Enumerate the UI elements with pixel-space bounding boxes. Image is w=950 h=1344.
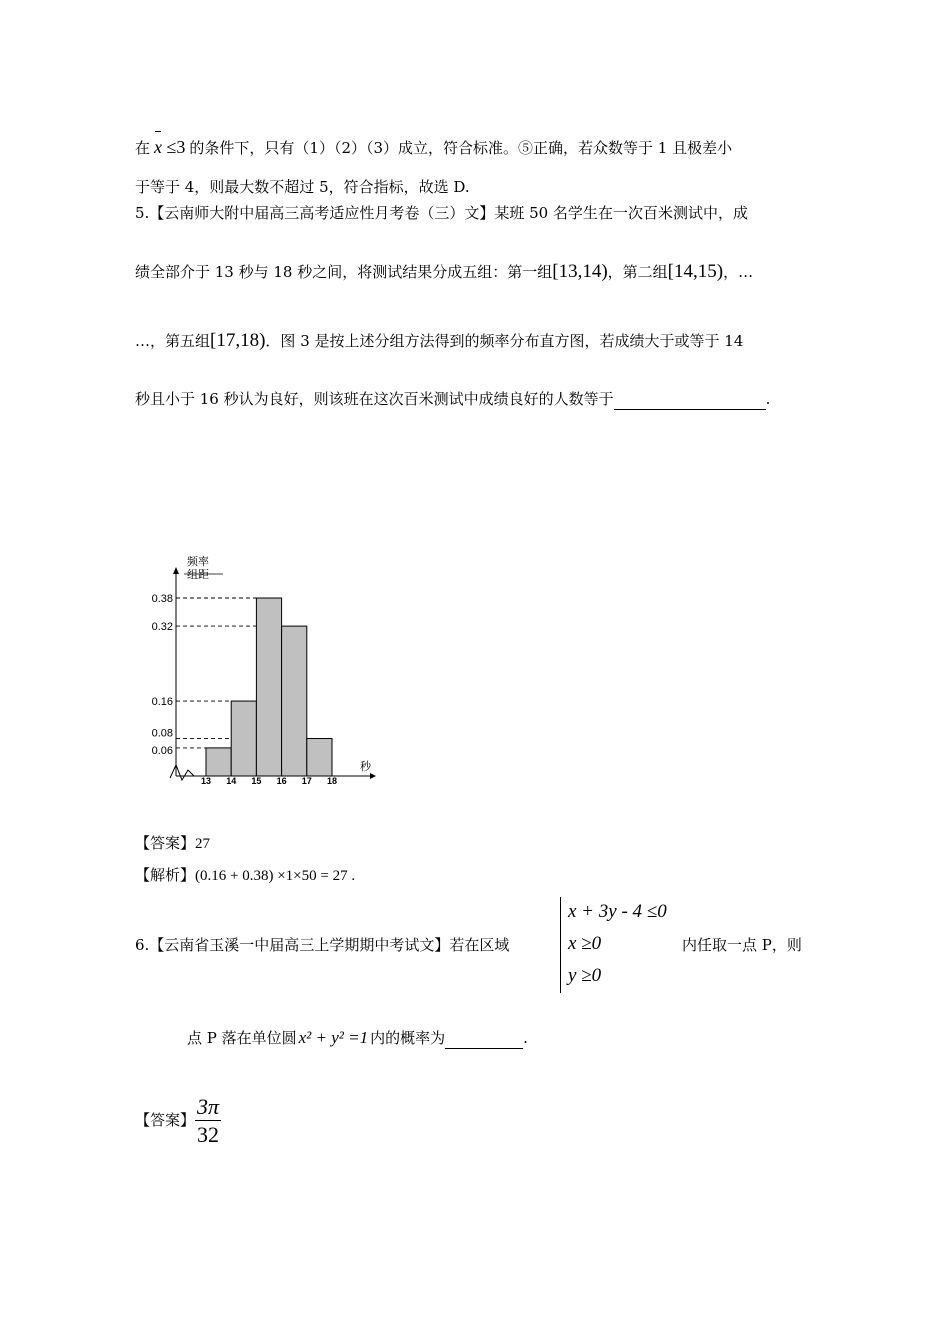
x-tick-label: 18	[326, 776, 338, 786]
system-brace	[560, 897, 567, 993]
interval-group-5: [17,18)	[210, 330, 266, 351]
y-axis-title	[184, 554, 223, 581]
text-line-conclusion-1	[135, 137, 732, 158]
text-fragment: 点 P 落在单位圆	[187, 1029, 297, 1047]
answer-label: 【答案】	[135, 1111, 196, 1129]
histogram-bar-17-18	[307, 739, 332, 776]
unit-circle-equation: x² + y² =1	[298, 1028, 369, 1047]
x-tick-label: 17	[301, 776, 312, 786]
analysis-5	[135, 865, 355, 886]
y-tick-label: 0.16	[151, 696, 173, 709]
answer-blank	[445, 1028, 523, 1049]
inequality-1: x + 3y - 4 ≤0	[568, 901, 667, 922]
y-axis-title-bottom: 组距	[187, 569, 209, 581]
question-6-line-1b: 内任取一点 P，则	[682, 936, 802, 954]
interval-group-2: [14,15)	[667, 261, 724, 282]
question-6-line-2	[187, 1028, 528, 1049]
fraction-denominator: 32	[197, 1121, 220, 1147]
question-5-line-1: 5.【云南师大附中届高三高考适应性月考卷（三）文】某班 50 名学生在一次百米测试中，成	[135, 204, 748, 222]
x-axis-title: 秒	[360, 761, 371, 773]
fraction-numerator: 3π	[197, 1093, 220, 1119]
text-fragment: 的条件下，只有（1）（2）（3）成立，符合标准。⑤正确，若众数等于 1 且极差小	[189, 139, 733, 157]
period: .	[765, 390, 771, 408]
answer-fraction	[195, 1094, 221, 1149]
answer-blank	[614, 389, 766, 410]
text-fragment: 内的概率为	[370, 1029, 446, 1047]
question-5-line-2	[135, 262, 753, 282]
axis-break-mark	[170, 765, 194, 780]
text-fragment: ，第二组	[607, 263, 668, 281]
question-5-line-3	[135, 331, 743, 351]
answer-5	[135, 833, 210, 854]
answer-6	[135, 1092, 221, 1149]
y-tick-label: 0.08	[151, 727, 173, 740]
analysis-label: 【解析】	[135, 866, 196, 884]
histogram-bar-16-17	[282, 626, 307, 776]
histogram-bar-13-14	[206, 748, 231, 776]
text-fragment: ，…	[723, 263, 754, 281]
analysis-formula: (0.16 + 0.38) ×1×50 = 27 .	[195, 868, 356, 884]
histogram-bar-15-16	[256, 598, 281, 776]
x-bar-symbol: x	[154, 137, 163, 157]
text-fragment: 在	[135, 139, 151, 157]
answer-value: 27	[195, 836, 211, 852]
text-fragment: …，第五组	[135, 332, 211, 350]
x-tick-label: 14	[226, 776, 237, 786]
y-tick-label: 0.32	[151, 621, 173, 634]
x-tick-label: 15	[251, 776, 262, 786]
inequality-3: y ≥0	[568, 965, 602, 986]
y-tick-label: 0.06	[151, 744, 173, 757]
text-fragment: ．图 3 是按上述分组方法得到的频率分布直方图，若成绩大于或等于 14	[265, 332, 744, 350]
inequality-2: x ≥0	[568, 933, 602, 954]
frequency-histogram	[151, 548, 390, 793]
answer-label: 【答案】	[135, 834, 196, 852]
x-axis-arrow	[370, 773, 376, 779]
inequality-system	[560, 897, 680, 993]
x-tick-label: 13	[200, 776, 212, 786]
y-tick-label: 0.38	[151, 593, 173, 605]
question-6-line-1a: 6.【云南省玉溪一中届高三上学期期中考试文】若在区域	[135, 936, 510, 954]
text-fragment: 秒且小于 16 秒认为良好，则该班在这次百米测试中成绩良好的人数等于	[135, 390, 614, 408]
le-3: ≤3	[166, 137, 186, 157]
text-line-conclusion-2: 于等于 4，则最大数不超过 5，符合指标，故选 D.	[135, 178, 470, 196]
x-tick-label: 16	[276, 776, 287, 786]
question-5-line-4	[135, 389, 770, 410]
period: .	[523, 1029, 528, 1047]
y-axis-title-top: 频率	[187, 556, 209, 568]
text-fragment: 绩全部介于 13 秒与 18 秒之间，将测试结果分成五组：第一组	[135, 263, 553, 281]
y-axis-arrow	[173, 567, 179, 574]
histogram-bar-14-15	[231, 701, 256, 776]
interval-group-1: [13,14)	[552, 261, 608, 282]
